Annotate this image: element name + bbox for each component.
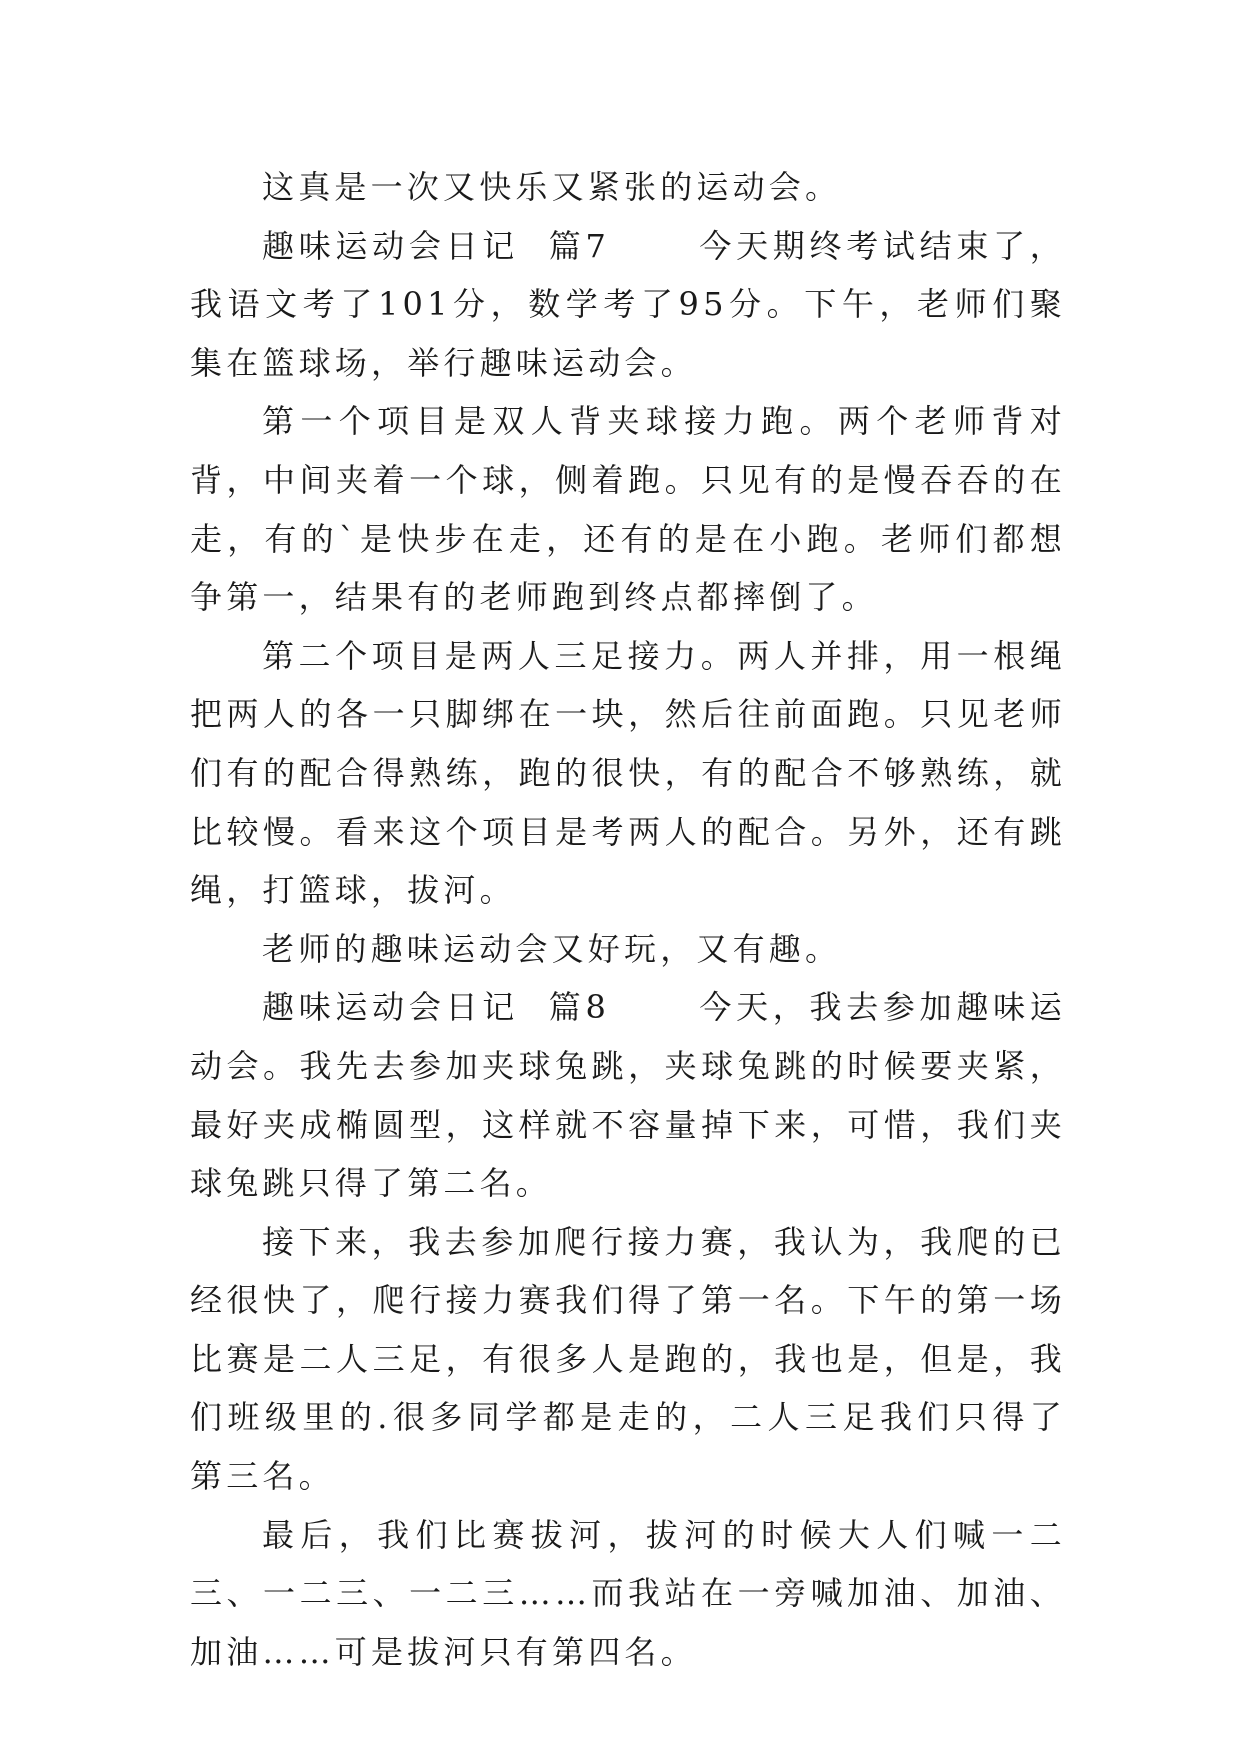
paragraph-3: 第一个项目是双人背夹球接力跑。两个老师背对背，中间夹着一个球，侧着跑。只见有的是慢吞吞的在走，有的`是快步在走，还有的是在小跑。老师们都想争第一，结果有的老师跑到终点都摔倒了。 (190, 402, 1066, 617)
paragraph-7: 接下来，我去参加爬行接力赛，我认为，我爬的已经很快了，爬行接力赛我们得了第一名。下午的第一场比赛是二人三足，有很多人是跑的，我也是，但是，我们班级里的.很多同学都是走的，二人三足我们只得了第三名。 (190, 1222, 1066, 1496)
paragraph-8: 最后，我们比赛拔河，拔河的时候大人们喊一二三、一二三、一二三……而我站在一旁喊加油、加油、加油……可是拔河只有第四名。 (190, 1515, 1066, 1671)
paragraph-4: 第二个项目是两人三足接力。两人并排，用一根绳把两人的各一只脚绑在一块，然后往前面跑。只见老师们有的配合得熟练，跑的很快，有的配合不够熟练，就比较慢。看来这个项目是考两人的配合。另外，还有跳绳，打篮球，拔河。 (190, 636, 1066, 910)
paragraph-1: 这真是一次又快乐又紧张的运动会。 (262, 168, 842, 206)
paragraph-6: 趣味运动会日记 篇8 今天，我去参加趣味运动会。我先去参加夹球兔跳，夹球兔跳的时候要夹紧，最好夹成椭圆型，这样就不容量掉下来，可惜，我们夹球兔跳只得了第二名。 (190, 988, 1066, 1203)
document-body (190, 158, 1066, 1681)
paragraph-2: 趣味运动会日记 篇7 今天期终考试结束了，我语文考了101分，数学考了95分。下午，老师们聚集在篮球场，举行趣味运动会。 (190, 226, 1066, 382)
paragraph-5: 老师的趣味运动会又好玩，又有趣。 (262, 929, 842, 968)
